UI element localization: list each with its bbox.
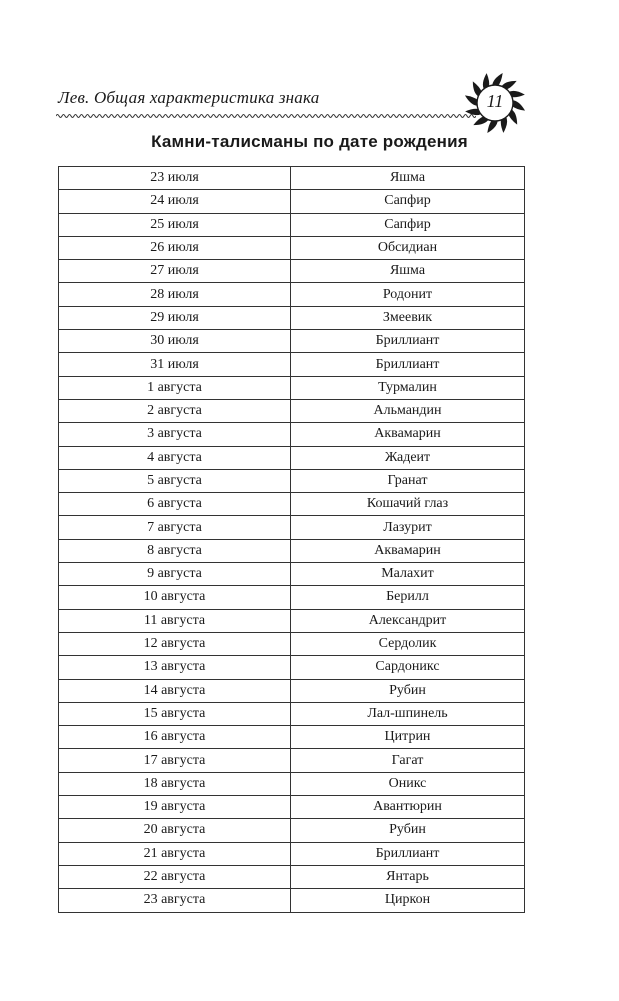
table-row xyxy=(59,656,525,679)
table-row xyxy=(59,819,525,842)
table-row xyxy=(59,260,525,283)
table-title: Камни-талисманы по дате рождения xyxy=(151,132,468,151)
table-body xyxy=(59,167,525,913)
table-row xyxy=(59,469,525,492)
table-row xyxy=(59,353,525,376)
table-row xyxy=(59,679,525,702)
date-cell: 10 августа xyxy=(59,586,291,609)
table-row xyxy=(59,306,525,329)
table-row xyxy=(59,493,525,516)
table-row xyxy=(59,283,525,306)
birthstone-table xyxy=(58,166,525,913)
stone-cell: Родонит xyxy=(291,283,525,306)
table-row xyxy=(59,423,525,446)
date-cell: 17 августа xyxy=(59,749,291,772)
table-row xyxy=(59,889,525,912)
date-cell: 21 августа xyxy=(59,842,291,865)
date-cell: 18 августа xyxy=(59,772,291,795)
stone-cell: Аквамарин xyxy=(291,423,525,446)
stone-cell: Рубин xyxy=(291,679,525,702)
table-row xyxy=(59,702,525,725)
date-cell: 6 августа xyxy=(59,493,291,516)
stone-cell: Рубин xyxy=(291,819,525,842)
date-cell: 5 августа xyxy=(59,469,291,492)
stone-cell: Берилл xyxy=(291,586,525,609)
stone-cell: Змеевик xyxy=(291,306,525,329)
table-row xyxy=(59,796,525,819)
table-row xyxy=(59,586,525,609)
table-row xyxy=(59,726,525,749)
sun-ray xyxy=(492,73,502,86)
date-cell: 7 августа xyxy=(59,516,291,539)
date-cell: 4 августа xyxy=(59,446,291,469)
date-cell: 3 августа xyxy=(59,423,291,446)
stone-cell: Лал-шпинель xyxy=(291,702,525,725)
sun-ray xyxy=(512,100,525,110)
stone-cell: Сапфир xyxy=(291,190,525,213)
table-row xyxy=(59,399,525,422)
date-cell: 15 августа xyxy=(59,702,291,725)
stone-cell: Кошачий глаз xyxy=(291,493,525,516)
date-cell: 27 июля xyxy=(59,260,291,283)
table-row xyxy=(59,376,525,399)
date-cell: 29 июля xyxy=(59,306,291,329)
date-cell: 1 августа xyxy=(59,376,291,399)
date-cell: 24 июля xyxy=(59,190,291,213)
stone-cell: Малахит xyxy=(291,563,525,586)
stone-cell: Цитрин xyxy=(291,726,525,749)
date-cell: 31 июля xyxy=(59,353,291,376)
date-cell: 26 июля xyxy=(59,236,291,259)
date-cell: 11 августа xyxy=(59,609,291,632)
date-cell: 22 августа xyxy=(59,865,291,888)
table-row xyxy=(59,772,525,795)
table-row xyxy=(59,632,525,655)
page-number: 11 xyxy=(486,91,504,111)
stone-cell: Авантюрин xyxy=(291,796,525,819)
date-cell: 16 августа xyxy=(59,726,291,749)
table-row xyxy=(59,749,525,772)
stone-cell: Лазурит xyxy=(291,516,525,539)
date-cell: 20 августа xyxy=(59,819,291,842)
table-row xyxy=(59,167,525,190)
table-row xyxy=(59,516,525,539)
running-head: Лев. Общая характеристика знака xyxy=(58,88,320,107)
stone-cell: Бриллиант xyxy=(291,353,525,376)
stone-cell: Гагат xyxy=(291,749,525,772)
stone-cell: Гранат xyxy=(291,469,525,492)
table-row xyxy=(59,330,525,353)
stone-cell: Яшма xyxy=(291,167,525,190)
table-row xyxy=(59,865,525,888)
stone-cell: Александрит xyxy=(291,609,525,632)
stone-cell: Сердолик xyxy=(291,632,525,655)
sun-ray xyxy=(465,95,478,105)
table-row xyxy=(59,539,525,562)
date-cell: 30 июля xyxy=(59,330,291,353)
wavy-rule xyxy=(56,112,476,120)
date-cell: 19 августа xyxy=(59,796,291,819)
stone-cell: Аквамарин xyxy=(291,539,525,562)
date-cell: 28 июля xyxy=(59,283,291,306)
stone-cell: Циркон xyxy=(291,889,525,912)
table-row xyxy=(59,236,525,259)
date-cell: 2 августа xyxy=(59,399,291,422)
table-row xyxy=(59,563,525,586)
stone-cell: Бриллиант xyxy=(291,842,525,865)
stone-cell: Янтарь xyxy=(291,865,525,888)
table-row xyxy=(59,446,525,469)
stone-cell: Обсидиан xyxy=(291,236,525,259)
stone-cell: Бриллиант xyxy=(291,330,525,353)
stone-cell: Сардоникс xyxy=(291,656,525,679)
date-cell: 14 августа xyxy=(59,679,291,702)
table-row xyxy=(59,609,525,632)
date-cell: 13 августа xyxy=(59,656,291,679)
date-cell: 23 августа xyxy=(59,889,291,912)
stone-cell: Жадеит xyxy=(291,446,525,469)
stone-cell: Турмалин xyxy=(291,376,525,399)
stone-cell: Альмандин xyxy=(291,399,525,422)
table-row xyxy=(59,842,525,865)
table-row xyxy=(59,213,525,236)
date-cell: 23 июля xyxy=(59,167,291,190)
date-cell: 12 августа xyxy=(59,632,291,655)
table-row xyxy=(59,190,525,213)
date-cell: 25 июля xyxy=(59,213,291,236)
stone-cell: Сапфир xyxy=(291,213,525,236)
date-cell: 9 августа xyxy=(59,563,291,586)
stone-cell: Оникс xyxy=(291,772,525,795)
stone-cell: Яшма xyxy=(291,260,525,283)
date-cell: 8 августа xyxy=(59,539,291,562)
